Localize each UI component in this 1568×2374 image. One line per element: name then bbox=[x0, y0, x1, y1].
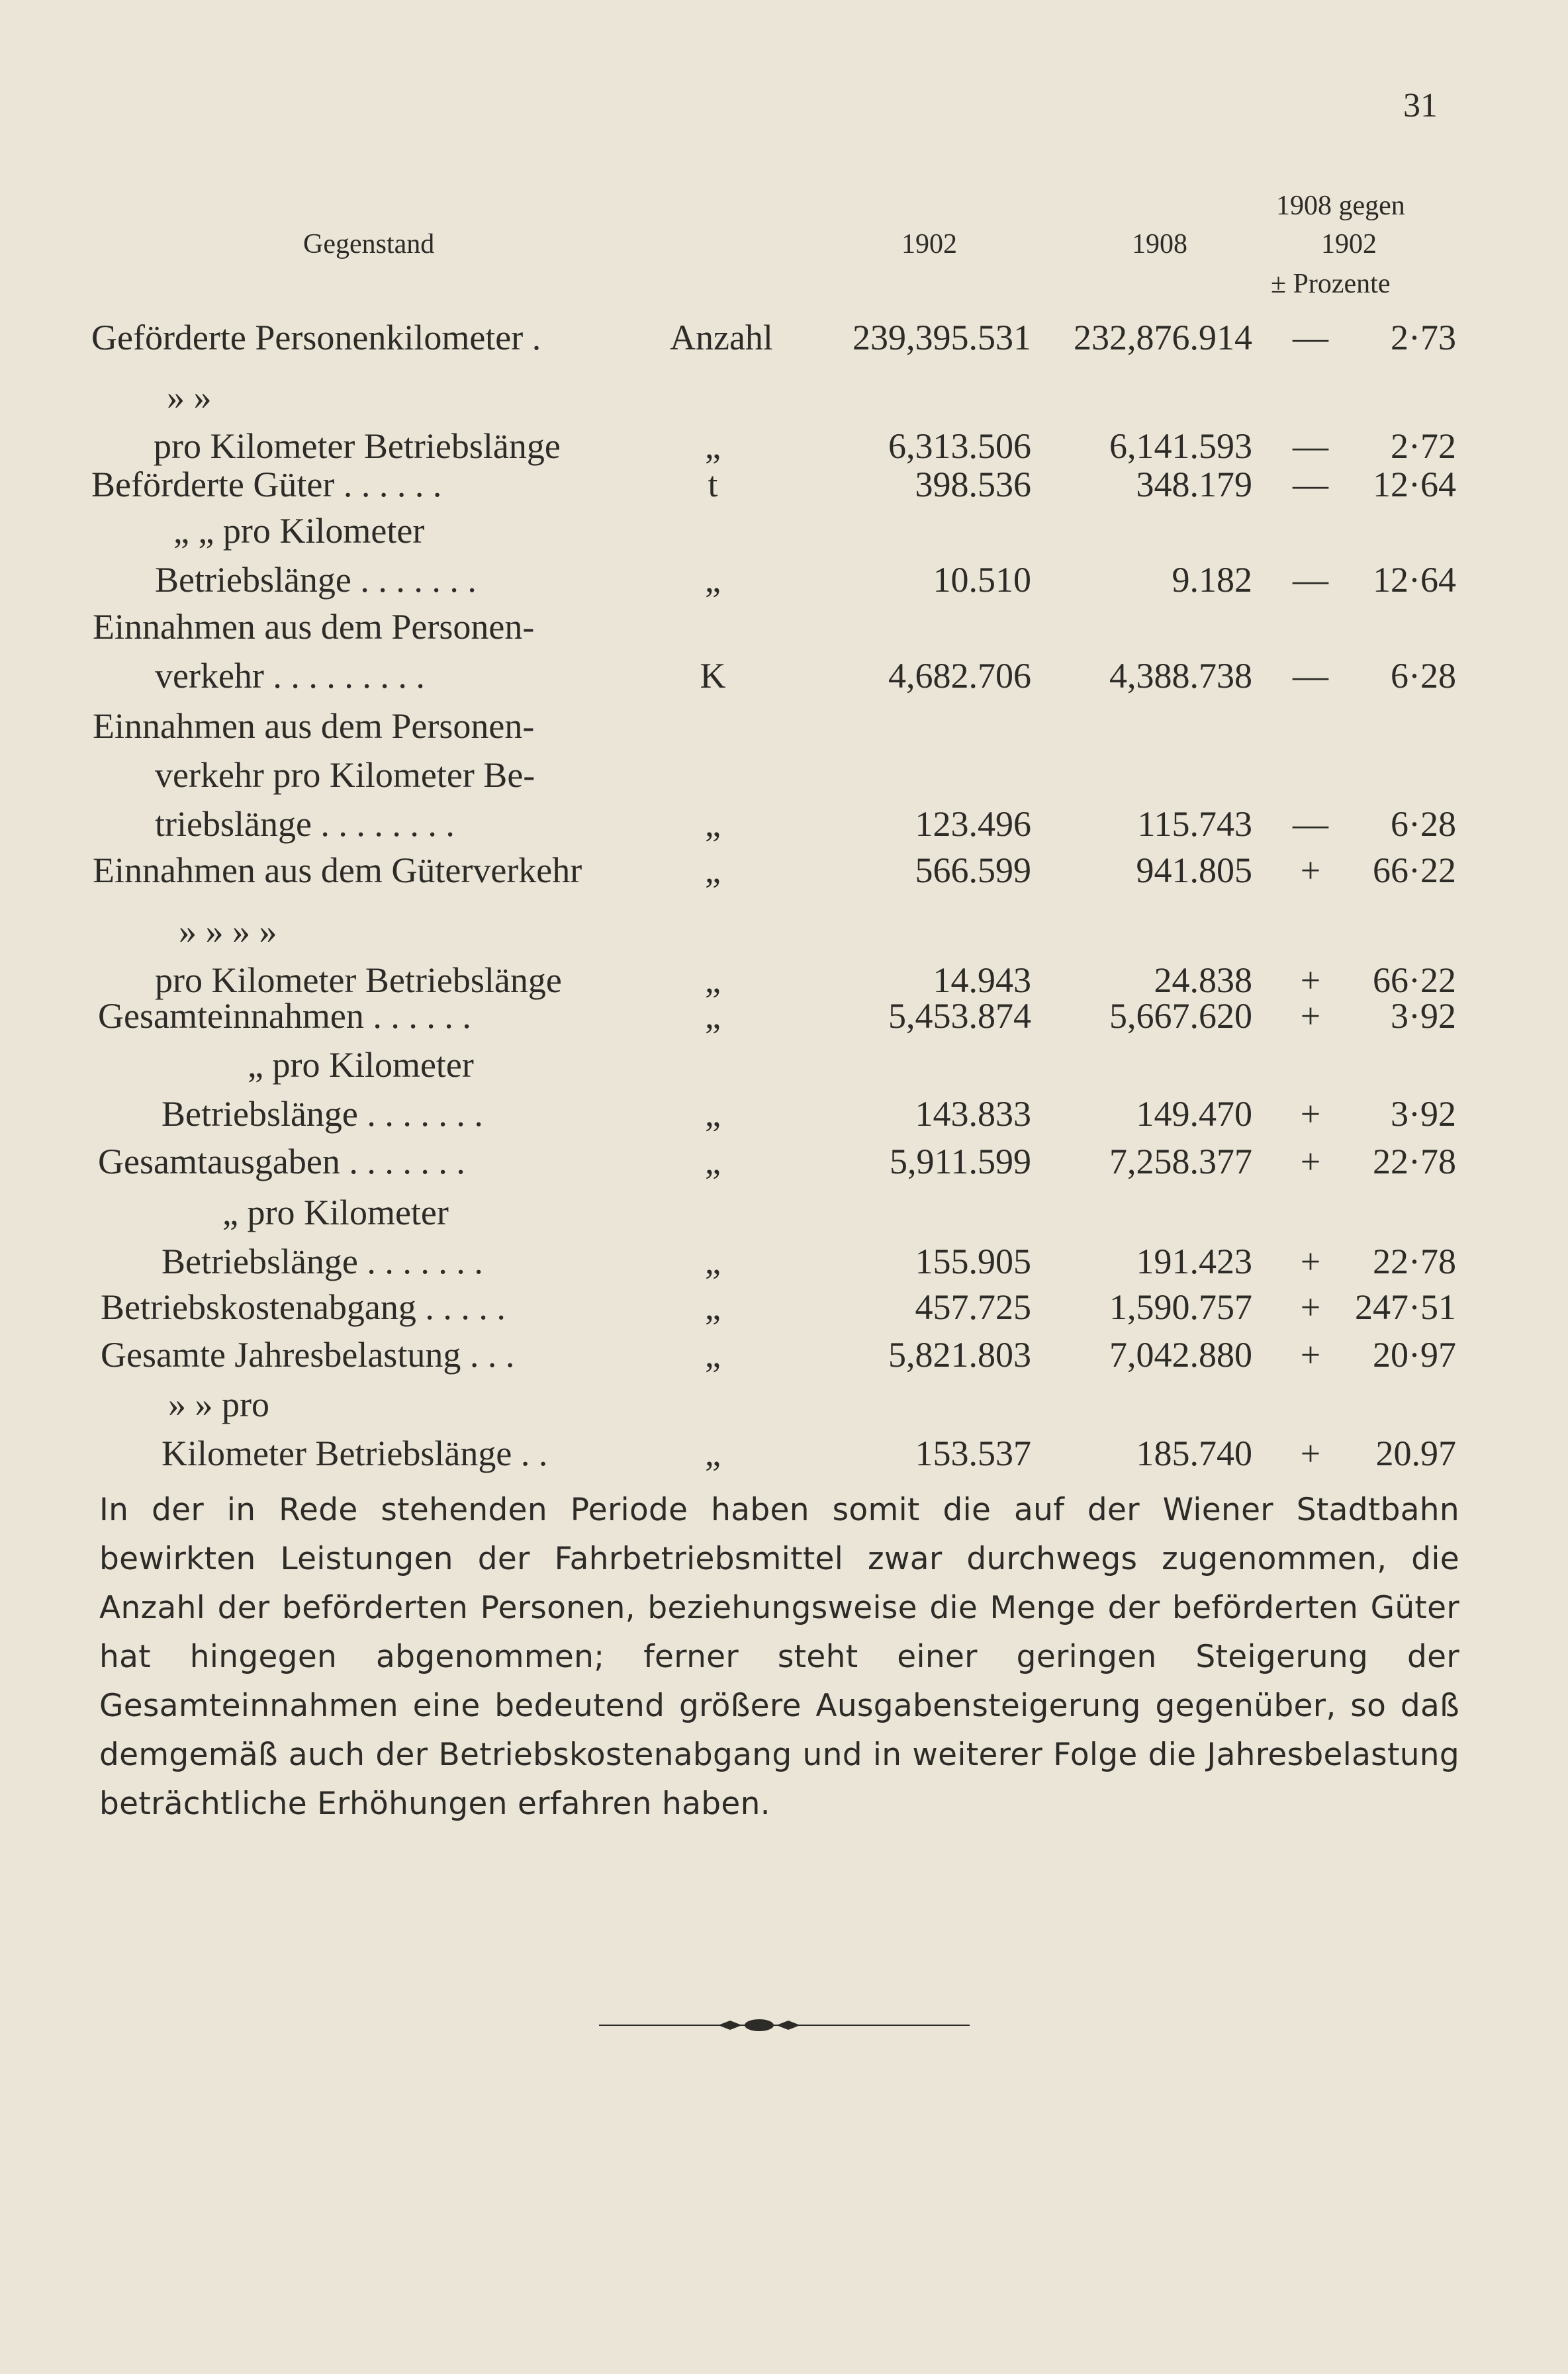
table-row bbox=[0, 849, 1568, 891]
value-1902: 10.510 bbox=[933, 560, 1031, 600]
row-label: Einnahmen aus dem Personen- bbox=[93, 706, 535, 746]
row-label: „ pro Kilometer bbox=[248, 1045, 474, 1085]
row-label: Betriebslänge . . . . . . . bbox=[155, 560, 477, 600]
row-label: verkehr . . . . . . . . . bbox=[155, 656, 425, 696]
value-1908: 191.423 bbox=[1136, 1242, 1252, 1281]
change-percent: 12·64 bbox=[1373, 465, 1456, 504]
change-percent: 22·78 bbox=[1373, 1242, 1456, 1281]
table-row bbox=[0, 1140, 1568, 1183]
value-1902: 6,313.506 bbox=[888, 426, 1031, 466]
change-sign: — bbox=[1293, 318, 1328, 357]
row-label: Gesamte Jahresbelastung . . . bbox=[101, 1335, 515, 1375]
change-sign: — bbox=[1293, 560, 1328, 600]
value-1908: 1,590.757 bbox=[1109, 1287, 1252, 1327]
change-sign: + bbox=[1300, 1434, 1321, 1473]
table-row bbox=[0, 803, 1568, 845]
value-1902: 398.536 bbox=[915, 465, 1031, 504]
ornament-divider bbox=[599, 2012, 970, 2038]
value-1908: 7,258.377 bbox=[1109, 1142, 1252, 1181]
value-1902: 153.537 bbox=[915, 1434, 1031, 1473]
row-unit: „ bbox=[705, 850, 721, 890]
change-sign: + bbox=[1300, 850, 1321, 890]
value-1902: 457.725 bbox=[915, 1287, 1031, 1327]
value-1902: 14.943 bbox=[933, 960, 1031, 1000]
change-sign: + bbox=[1300, 1094, 1321, 1134]
row-label: „ pro Kilometer bbox=[222, 1193, 449, 1232]
row-label: Gesamtausgaben . . . . . . . bbox=[98, 1142, 465, 1181]
row-label: Geförderte Personenkilometer . bbox=[91, 318, 541, 357]
value-1902: 5,911.599 bbox=[890, 1142, 1031, 1181]
page-number: 31 bbox=[1403, 87, 1438, 124]
table-row-label-continuation bbox=[0, 754, 1568, 796]
row-label: Betriebslänge . . . . . . . bbox=[161, 1094, 483, 1134]
row-label: » » » » bbox=[179, 911, 277, 951]
change-percent: 6·28 bbox=[1391, 804, 1456, 844]
table-row bbox=[0, 1093, 1568, 1135]
change-percent: 2·73 bbox=[1391, 318, 1456, 357]
value-1902: 5,453.874 bbox=[888, 996, 1031, 1036]
row-label: Beförderte Güter . . . . . . bbox=[91, 465, 442, 504]
row-unit: Anzahl bbox=[670, 318, 773, 357]
change-percent: 20·97 bbox=[1373, 1335, 1456, 1375]
row-unit: „ bbox=[705, 1335, 721, 1375]
row-unit: „ bbox=[705, 1142, 721, 1181]
row-label: „ „ pro Kilometer bbox=[173, 511, 425, 551]
change-sign: — bbox=[1293, 656, 1328, 696]
table-row-label-continuation bbox=[0, 1044, 1568, 1086]
row-unit: „ bbox=[705, 1434, 721, 1473]
change-sign: — bbox=[1293, 804, 1328, 844]
change-sign: — bbox=[1293, 465, 1328, 504]
change-sign: + bbox=[1300, 996, 1321, 1036]
value-1902: 5,821.803 bbox=[888, 1335, 1031, 1375]
row-unit: „ bbox=[705, 560, 721, 600]
value-1908: 6,141.593 bbox=[1109, 426, 1252, 466]
value-1902: 239,395.531 bbox=[853, 318, 1031, 357]
table-row bbox=[0, 1334, 1568, 1376]
value-1908: 348.179 bbox=[1136, 465, 1252, 504]
change-percent: 2·72 bbox=[1391, 426, 1456, 466]
row-label: » » pro bbox=[168, 1385, 269, 1424]
table-row bbox=[0, 559, 1568, 601]
row-unit: „ bbox=[705, 1242, 721, 1281]
table-row-label-continuation bbox=[0, 1383, 1568, 1426]
value-1908: 9.182 bbox=[1172, 560, 1252, 600]
table-row bbox=[0, 463, 1568, 506]
row-unit: „ bbox=[705, 996, 721, 1036]
value-1908: 7,042.880 bbox=[1109, 1335, 1252, 1375]
value-1902: 155.905 bbox=[915, 1242, 1031, 1281]
table-row bbox=[0, 995, 1568, 1037]
header-year-1902: 1902 bbox=[901, 229, 957, 259]
value-1908: 149.470 bbox=[1136, 1094, 1252, 1134]
change-percent: 66·22 bbox=[1373, 850, 1456, 890]
value-1902: 4,682.706 bbox=[888, 656, 1031, 696]
header-comparison-line1: 1908 gegen bbox=[1276, 191, 1405, 221]
change-sign: + bbox=[1300, 960, 1321, 1000]
change-percent: 247·51 bbox=[1355, 1287, 1456, 1327]
value-1908: 185.740 bbox=[1136, 1434, 1252, 1473]
value-1902: 143.833 bbox=[915, 1094, 1031, 1134]
row-unit: K bbox=[700, 656, 726, 696]
row-unit: „ bbox=[705, 1094, 721, 1134]
row-label: Gesamteinnahmen . . . . . . bbox=[98, 996, 471, 1036]
row-label: triebslänge . . . . . . . . bbox=[155, 804, 455, 844]
row-label: Betriebskostenabgang . . . . . bbox=[101, 1287, 506, 1327]
change-sign: + bbox=[1300, 1287, 1321, 1327]
change-percent: 66·22 bbox=[1373, 960, 1456, 1000]
table-row-label-continuation bbox=[0, 1191, 1568, 1234]
table-row-label-continuation bbox=[0, 910, 1568, 952]
value-1908: 4,388.738 bbox=[1109, 656, 1252, 696]
table-row bbox=[0, 425, 1568, 467]
value-1908: 115.743 bbox=[1137, 804, 1252, 844]
table-row bbox=[0, 1286, 1568, 1328]
header-comparison-line2: 1902 bbox=[1321, 229, 1377, 259]
row-label: verkehr pro Kilometer Be- bbox=[155, 755, 535, 795]
row-label: » » bbox=[167, 377, 212, 417]
table-row-label-continuation bbox=[0, 606, 1568, 648]
table-row-label-continuation bbox=[0, 705, 1568, 747]
change-sign: + bbox=[1300, 1335, 1321, 1375]
value-1908: 232,876.914 bbox=[1074, 318, 1252, 357]
value-1902: 566.599 bbox=[915, 850, 1031, 890]
header-gegenstand: Gegenstand bbox=[303, 229, 435, 259]
change-sign: + bbox=[1300, 1242, 1321, 1281]
change-sign: — bbox=[1293, 426, 1328, 466]
row-label: Kilometer Betriebslänge . . bbox=[161, 1434, 548, 1473]
table-row bbox=[0, 316, 1568, 359]
row-label: pro Kilometer Betriebslänge bbox=[154, 426, 561, 466]
header-year-1908: 1908 bbox=[1132, 229, 1187, 259]
change-percent: 3·92 bbox=[1391, 996, 1456, 1036]
body-paragraph: In der in Rede stehenden Periode haben somit die auf der Wiener Stadtbahn bewirkten Leistungen der Fahrbetriebsmittel zwar durchwegs zugenommen, die Anzahl der beförderten Personen, beziehungsweise die Menge der beförderten Güter hat hingegen abgenommen; ferner steht einer geringen Steigerung der Gesamteinnahmen eine bedeutend größere Ausgabensteigerung gegenüber, so daß demgemäß auch der Betriebskostenabgang und in weiterer Folge die Jahresbelastung beträchtliche Erhöhungen erfahren haben. bbox=[99, 1492, 1459, 1822]
change-percent: 6·28 bbox=[1391, 656, 1456, 696]
table-row bbox=[0, 1240, 1568, 1283]
row-unit: „ bbox=[705, 1287, 721, 1327]
table-row-label-continuation bbox=[0, 376, 1568, 418]
row-label: Einnahmen aus dem Güterverkehr bbox=[93, 850, 582, 890]
header-comparison-line3: ± Prozente bbox=[1271, 269, 1391, 299]
row-unit: „ bbox=[705, 426, 721, 466]
row-label: pro Kilometer Betriebslänge bbox=[155, 960, 562, 1000]
change-percent: 3·92 bbox=[1391, 1094, 1456, 1134]
change-percent: 12·64 bbox=[1373, 560, 1456, 600]
table-row bbox=[0, 1432, 1568, 1475]
value-1902: 123.496 bbox=[915, 804, 1031, 844]
change-percent: 20.97 bbox=[1375, 1434, 1456, 1473]
table-row bbox=[0, 655, 1568, 697]
change-percent: 22·78 bbox=[1373, 1142, 1456, 1181]
row-unit: „ bbox=[705, 804, 721, 844]
table-row-label-continuation bbox=[0, 510, 1568, 552]
value-1908: 24.838 bbox=[1154, 960, 1252, 1000]
row-label: Einnahmen aus dem Personen- bbox=[93, 607, 535, 647]
value-1908: 5,667.620 bbox=[1109, 996, 1252, 1036]
row-unit: t bbox=[708, 465, 718, 504]
row-label: Betriebslänge . . . . . . . bbox=[161, 1242, 483, 1281]
change-sign: + bbox=[1300, 1142, 1321, 1181]
value-1908: 941.805 bbox=[1136, 850, 1252, 890]
row-unit: „ bbox=[705, 960, 721, 1000]
